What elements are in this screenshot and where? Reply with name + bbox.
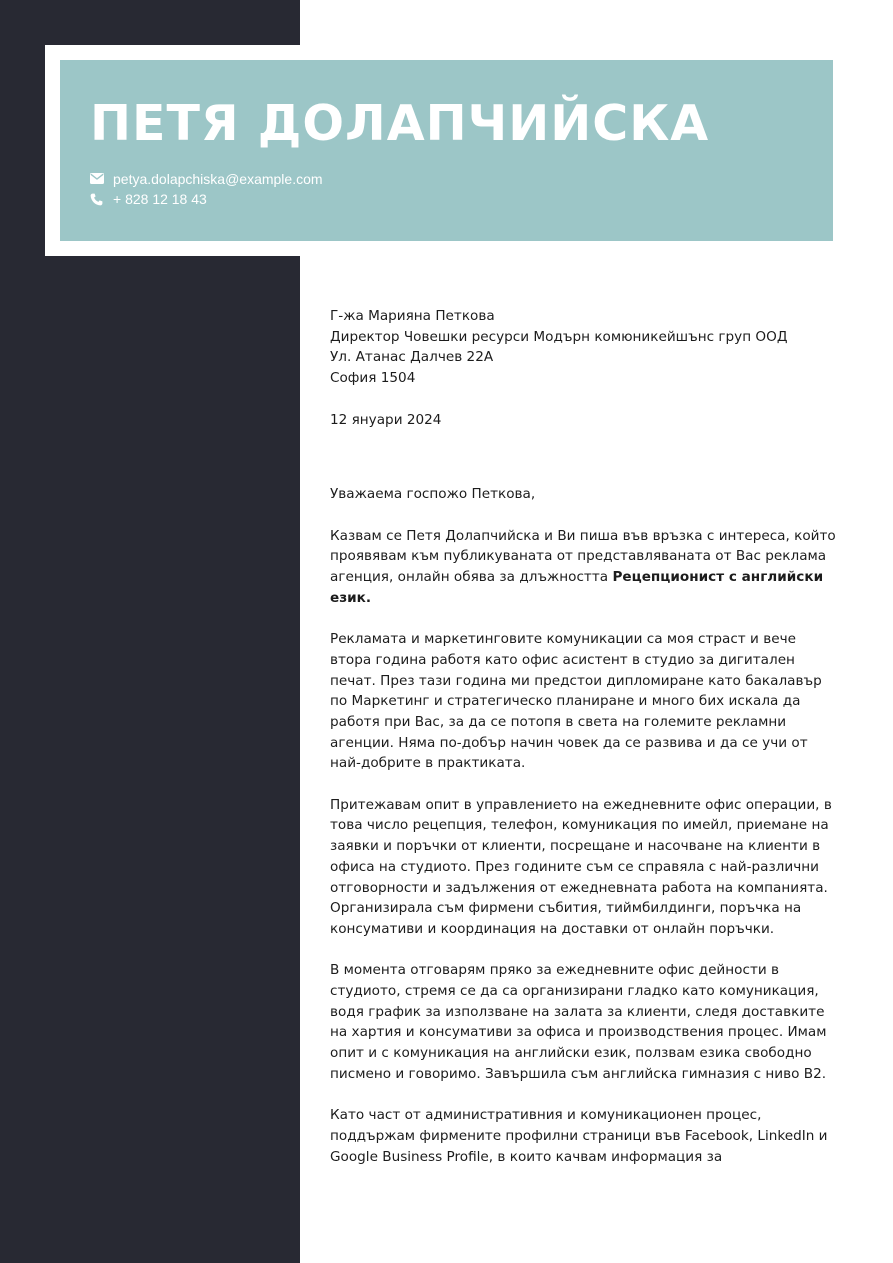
paragraph-current-role: В момента отговарям пряко за ежедневните офис дейности в студиото, стремя се да са организирани гладко като комуникация, водя график за използване на залата за клиенти, следя доставките на хартия и консумативи за офиса и производствения процес. Имам опит и с комуникация на английски език, ползвам езика свободно писмено и говоримо. Завършила съм английска гимназия с ниво B2. [330,962,827,1082]
header-banner [60,60,833,241]
letter-body [330,306,840,1167]
spacer [330,608,840,629]
paragraph-intro-text: Казвам се Петя Долапчийска и Ви пиша във връзка с интереса, който проявявам към публикуваната от представляваната от Вас реклама агенция, онлайн обява за длъжността [330,527,836,585]
contact-phone [90,190,207,208]
letter-date: 12 януари 2024 [330,411,442,428]
spacer [330,1085,840,1106]
spacer [330,774,840,795]
spacer [330,505,840,526]
paragraph-experience: Притежавам опит в управлението на ежедневните офис операции, в това число рецепция, телефон, комуникация по имейл, приемане на заявки и поръчки от клиенти, посрещане и насочване на клиенти в офиса на студиото. През годините съм се справяла с най-различни отговорности и задължения от ежедневната работа на компанията. Организирала съм фирмени събития, тиймбилдинги, поръчка на консумативи и координация на доставки от онлайн поръчки. [330,796,832,937]
email-text[interactable]: petya.dolapchiska@example.com [113,171,323,187]
paragraph-motivation: Рекламата и маркетинговите комуникации са моя страст и вече втора година работя като офис асистент в студио за дигитален печат. През тази година ми предстои дипломиране като бакалавър по Маркетинг и стратегическо планиране и много бих искала да работя при Вас, за да се потопя в света на големите рекламни агенции. Няма по-добър начин човек да се развива и да се учи от най-добрите в практиката. [330,631,822,772]
envelope-icon [90,173,105,186]
spacer [330,430,840,484]
recipient-street: Ул. Атанас Далчев 22А [330,349,494,366]
recipient-title: Директор Човешки ресурси Модърн комюникейшънс груп ООД [330,328,788,345]
spacer [330,389,840,410]
paragraph-intro [330,526,840,609]
recipient-city: София 1504 [330,370,416,387]
recipient-block [330,306,840,389]
phone-text[interactable]: + 828 12 18 43 [113,191,207,207]
salutation: Уважаема госпожо Петкова, [330,486,536,503]
contact-email [90,170,323,188]
phone-icon [90,193,105,206]
paragraph-social-media: Като част от административния и комуникационен процес, поддържам фирмените профилни страници във Facebook, LinkedIn и Google Business Profile, в които качвам информация за [330,1107,828,1165]
candidate-name: ПЕТЯ ДОЛАПЧИЙСКА [90,95,710,152]
spacer [330,940,840,961]
recipient-name: Г-жа Марияна Петкова [330,308,495,324]
job-title: Рецепционист с английски език. [330,569,824,606]
